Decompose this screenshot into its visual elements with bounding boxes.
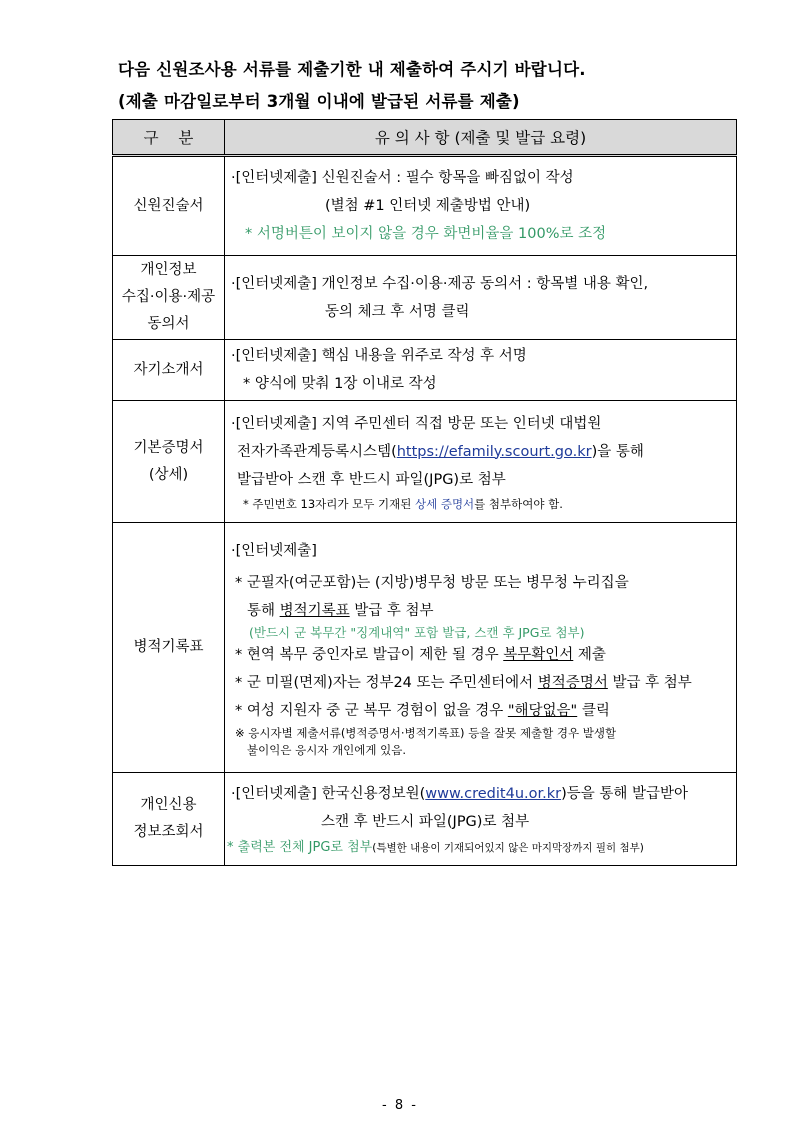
note-text: )등을 통해 발급받아 bbox=[561, 785, 689, 802]
note-text: (특별한 내용이 기재되어있지 않은 마지막장까지 필히 첨부) bbox=[372, 841, 644, 854]
intro-line-2: (제출 마감일로부터 3개월 이내에 발급된 서류를 제출) bbox=[118, 92, 520, 111]
note-line: ·[인터넷제출] 신원진술서 : 필수 항목을 빠짐없이 작성 bbox=[231, 170, 574, 186]
note-text: )을 통해 bbox=[591, 443, 644, 460]
note-line: ·[인터넷제출] 개인정보 수집·이용·제공 동의서 : 항목별 내용 확인, bbox=[231, 275, 649, 292]
note-line: 동의 체크 후 서명 클릭 bbox=[325, 303, 470, 320]
note-line bbox=[231, 597, 736, 625]
note-text: 복무확인서 bbox=[503, 646, 574, 663]
notes-cell bbox=[225, 340, 737, 401]
category-line: 개인신용 bbox=[140, 797, 197, 813]
notes-cell bbox=[225, 256, 737, 340]
note-line: ·[인터넷제출] bbox=[231, 542, 317, 559]
category-cell bbox=[113, 256, 225, 340]
table-row bbox=[113, 773, 737, 866]
note-text: "해당없음" bbox=[507, 702, 578, 719]
table-row bbox=[113, 256, 737, 340]
note-line: (별첨 #1 인터넷 제출방법 안내) bbox=[325, 198, 531, 214]
intro-line-1: 다음 신원조사용 서류를 제출기한 내 제출하여 주시기 바랍니다. bbox=[118, 60, 586, 79]
note-text: 발급 후 첨부 bbox=[349, 602, 434, 619]
note-text: * 여성 지원자 중 군 복무 경험이 없을 경우 bbox=[235, 702, 508, 719]
category-cell: 자기소개서 bbox=[113, 340, 225, 401]
note-text: 제출 bbox=[573, 646, 606, 663]
note-text: * 현역 복무 중인자로 발급이 제한 될 경우 bbox=[235, 646, 504, 663]
note-text: * 출력본 전체 JPG로 첨부 bbox=[227, 839, 373, 855]
category-line: 수집·이용·제공 bbox=[121, 289, 216, 305]
document-requirements-table bbox=[112, 119, 737, 866]
table-row bbox=[113, 523, 737, 773]
green-note: * 서명버튼이 보이지 않을 경우 화면비율을 100%로 조정 bbox=[245, 226, 607, 242]
note-text: 상세 증명서 bbox=[414, 496, 475, 511]
green-note: (반드시 군 복무간 "징계내역" 포함 발급, 스캔 후 JPG로 첨부) bbox=[249, 624, 585, 640]
category-cell: 병적기록표 bbox=[113, 523, 225, 773]
note-text: ·[인터넷제출] 한국신용정보원( bbox=[231, 785, 426, 802]
category-cell bbox=[113, 773, 225, 866]
category-line: 개인정보 bbox=[140, 262, 197, 278]
note-line: * 양식에 맞춰 1장 이내로 작성 bbox=[243, 376, 437, 392]
note-line bbox=[227, 780, 736, 808]
note-line: 스캔 후 반드시 파일(JPG)로 첨부 bbox=[321, 813, 530, 830]
note-line bbox=[231, 697, 736, 725]
note-text: 발급 후 첨부 bbox=[607, 674, 692, 691]
note-line bbox=[231, 641, 736, 669]
category-line: (상세) bbox=[148, 466, 189, 483]
notes-cell bbox=[225, 401, 737, 523]
notes-cell bbox=[225, 156, 737, 256]
table-row bbox=[113, 156, 737, 256]
category-cell bbox=[113, 401, 225, 523]
small-note bbox=[231, 494, 736, 514]
efamily-link[interactable]: https://efamily.scourt.go.kr bbox=[396, 443, 592, 460]
page-number: - 8 - bbox=[382, 1098, 418, 1113]
category-line: 동의서 bbox=[147, 316, 190, 332]
category-cell: 신원진술서 bbox=[113, 156, 225, 256]
category-line: 기본증명서 bbox=[133, 439, 204, 456]
note-text: * 주민번호 13자리가 모두 기재된 bbox=[243, 496, 415, 511]
header-notes: 유 의 사 항 (제출 및 발급 요령) bbox=[225, 120, 737, 156]
small-note: 불이익은 응시자 개인에게 있음. bbox=[247, 742, 407, 757]
note-line: ·[인터넷제출] 지역 주민센터 직접 방문 또는 인터넷 대법원 bbox=[231, 415, 602, 432]
small-note: ※ 응시자별 제출서류(병적증명서·병적기록표) 등을 잘못 제출할 경우 발생할 bbox=[235, 725, 617, 740]
note-text: * 군 미필(면제)자는 정부24 또는 주민센터에서 bbox=[235, 674, 538, 691]
notes-cell bbox=[225, 523, 737, 773]
note-text: 를 첨부하여야 함. bbox=[474, 496, 563, 511]
note-text: 병적증명서 bbox=[537, 674, 608, 691]
category-line: 정보조회서 bbox=[133, 824, 204, 840]
table-row bbox=[113, 340, 737, 401]
notes-cell bbox=[225, 773, 737, 866]
note-line: * 군필자(여군포함)는 (지방)병무청 방문 또는 병무청 누리집을 bbox=[235, 574, 629, 591]
note-text: 클릭 bbox=[577, 702, 610, 719]
note-text: 통해 bbox=[247, 602, 280, 619]
note-line: ·[인터넷제출] 핵심 내용을 위주로 작성 후 서명 bbox=[231, 348, 527, 364]
note-line bbox=[231, 438, 736, 466]
note-line: 발급받아 스캔 후 반드시 파일(JPG)로 첨부 bbox=[237, 471, 506, 488]
green-note bbox=[227, 836, 736, 859]
note-line bbox=[231, 669, 736, 697]
table-row bbox=[113, 401, 737, 523]
table-header-row bbox=[113, 120, 737, 156]
note-text: 전자가족관계등록시스템( bbox=[237, 443, 397, 460]
header-category: 구 분 bbox=[113, 120, 225, 156]
note-text: 병적기록표 bbox=[279, 602, 350, 619]
credit4u-link[interactable]: www.credit4u.or.kr bbox=[425, 785, 562, 802]
